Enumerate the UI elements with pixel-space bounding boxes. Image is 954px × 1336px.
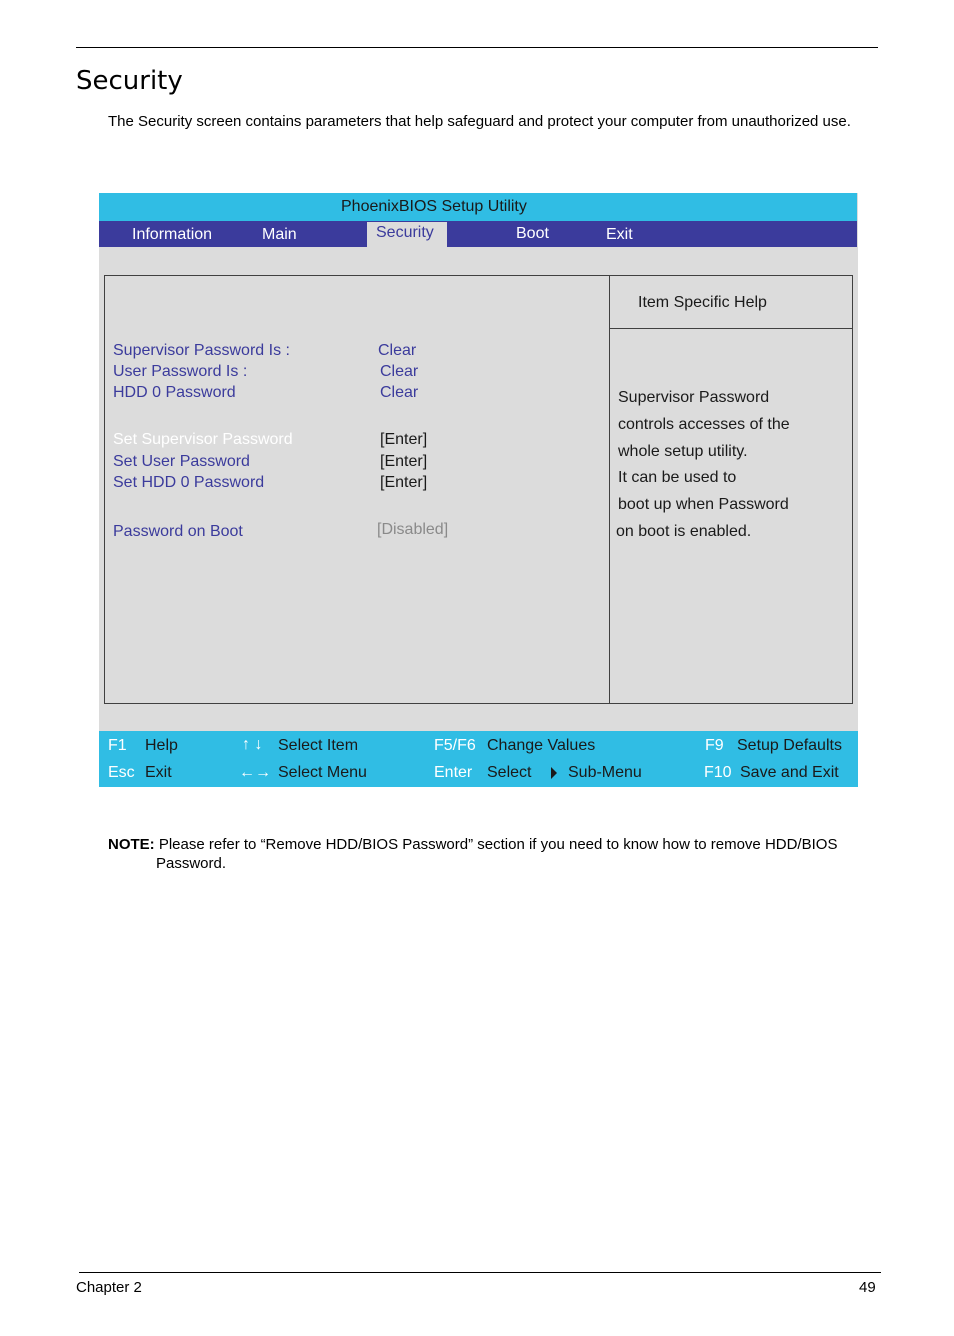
supervisor-password-status-value: Clear [378,342,417,359]
save-and-exit-desc: Save and Exit [740,764,839,781]
key-f5-f6: F5/F6 [434,737,476,754]
hdd-password-status-label: HDD 0 Password [113,384,236,401]
footer-page-number: 49 [859,1279,876,1296]
help-title: Item Specific Help [638,294,767,311]
set-supervisor-password-item[interactable]: Set Supervisor Password [113,431,293,448]
bios-status-bar [99,731,858,787]
menu-tab-main[interactable]: Main [262,226,297,243]
help-line: on boot is enabled. [616,523,752,540]
help-line: boot up when Password [618,496,789,513]
sub-menu-desc: Sub-Menu [568,764,642,781]
right-triangle-icon [551,767,557,779]
key-f1: F1 [108,737,127,754]
bios-screenshot [99,193,858,787]
left-right-arrows-icon: ←→ [239,764,271,781]
setup-defaults-desc: Setup Defaults [737,737,842,754]
select-desc: Select [487,764,532,781]
password-on-boot-value[interactable]: [Disabled] [377,521,449,538]
key-f9: F9 [705,737,724,754]
help-line: whole setup utility. [618,443,748,460]
key-esc: Esc [108,764,135,781]
exit-desc: Exit [145,764,172,781]
footer-chapter: Chapter 2 [76,1279,142,1296]
supervisor-password-status-label: Supervisor Password Is : [113,342,290,359]
key-f10: F10 [704,764,732,781]
select-menu-desc: Select Menu [278,764,367,781]
frame-divider [609,275,610,704]
password-on-boot-item[interactable]: Password on Boot [113,523,243,540]
select-item-desc: Select Item [278,737,359,754]
bottom-rule [79,1272,881,1273]
change-values-desc: Change Values [487,737,596,754]
menu-tab-boot[interactable]: Boot [516,225,549,242]
set-user-password-item[interactable]: Set User Password [113,453,250,470]
bios-title: PhoenixBIOS Setup Utility [341,198,527,215]
set-user-password-value[interactable]: [Enter] [380,453,428,470]
bios-title-bar [99,193,857,221]
help-line: controls accesses of the [618,416,790,433]
note-label: NOTE: [108,836,155,853]
set-supervisor-password-value[interactable]: [Enter] [380,431,428,448]
help-line: It can be used to [618,469,737,486]
menu-tab-exit[interactable]: Exit [606,226,633,243]
hdd-password-status-value: Clear [380,384,419,401]
note-paragraph [108,835,878,873]
user-password-status-label: User Password Is : [113,363,248,380]
user-password-status-value: Clear [380,363,419,380]
top-rule [76,47,878,48]
key-f1-desc: Help [145,737,178,754]
note-text-continued: Password. [156,855,227,872]
key-enter: Enter [434,764,473,781]
bios-menu-bar [99,221,857,247]
menu-tab-security[interactable]: Security [367,222,447,249]
help-line: Supervisor Password [618,389,770,406]
intro-paragraph: The Security screen contains parameters that help safeguard and protect your computer from unauthorized use. [108,113,851,130]
note-text: Please refer to “Remove HDD/BIOS Password” section if you need to know how to remove HDD/BIOS [158,836,838,853]
menu-tab-information[interactable]: Information [132,226,213,243]
up-down-arrows-icon: ↑ ↓ [242,736,263,753]
help-divider [610,328,853,329]
page-title: Security [76,66,183,96]
set-hdd-password-item[interactable]: Set HDD 0 Password [113,474,265,491]
set-hdd-password-value[interactable]: [Enter] [380,474,428,491]
